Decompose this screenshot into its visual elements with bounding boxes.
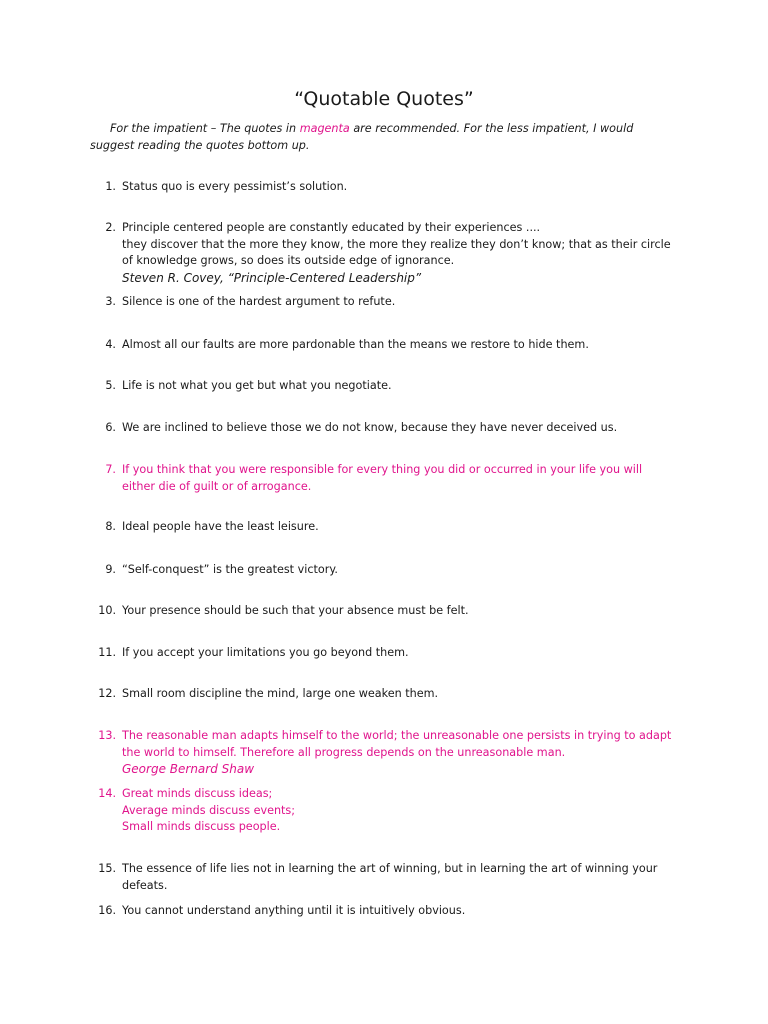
quote-item-7 (90, 462, 678, 495)
intro-text-before: For the impatient – The quotes in (110, 122, 300, 135)
quote-item-5 (90, 378, 678, 395)
quote-text: they discover that the more they know, the more they realize they don’t know; that as their circle of knowledge grows, so does its outside edge of ignorance. (122, 237, 671, 267)
quote-text: Average minds discuss events; (122, 803, 296, 817)
quote-text: Small minds discuss people. (122, 820, 281, 833)
quote-text: You cannot understand anything until it is intuitively obvious. (122, 904, 466, 917)
quote-text: Principle centered people are constantly educated by their experiences .... (122, 221, 541, 234)
quote-text: Silence is one of the hardest argument to refute. (122, 295, 396, 308)
quote-number: 16. (98, 904, 116, 917)
quote-text: Small room discipline the mind, large one weaken them. (122, 687, 439, 700)
quote-item-14 (90, 786, 678, 836)
page-title: “Quotable Quotes” (294, 88, 474, 110)
quote-item-6 (90, 420, 678, 437)
quote-number: 10. (98, 604, 116, 617)
quote-item-1 (90, 179, 678, 196)
quote-number: 9. (105, 563, 116, 576)
quote-number: 3. (105, 295, 116, 308)
quote-number: 4. (105, 338, 116, 351)
quote-number: 15. (98, 862, 116, 875)
quote-item-2 (90, 220, 678, 286)
quote-item-8 (90, 519, 678, 536)
quote-number: 14. (98, 787, 116, 800)
quote-item-10 (90, 603, 678, 620)
quote-number: 13. (98, 729, 116, 742)
quote-text: Life is not what you get but what you negotiate. (122, 379, 392, 392)
quote-text: The reasonable man adapts himself to the world; the unreasonable one persists in trying to adapt the world to himself. Therefore all progress depends on the unreasonable man. (122, 729, 672, 759)
quote-attribution: Steven R. Covey, “Principle-Centered Leadership” (122, 270, 422, 285)
quote-item-13 (90, 728, 678, 778)
intro-text-after: are recommended. For the less impatient, I would suggest reading the quotes bottom up. (90, 122, 634, 152)
quote-text: The essence of life lies not in learning the art of winning, but in learning the art of winning your defeats. (122, 862, 658, 892)
quote-number: 11. (98, 646, 116, 659)
intro-highlight-word: magenta (299, 122, 350, 135)
quote-number: 2. (105, 221, 116, 234)
quote-number: 6. (105, 421, 116, 434)
quote-item-11 (90, 645, 678, 662)
quote-item-15 (90, 861, 678, 894)
intro-paragraph (90, 120, 678, 154)
quote-number: 8. (105, 520, 116, 533)
quote-text: Your presence should be such that your absence must be felt. (122, 604, 469, 617)
quote-text: Great minds discuss ideas; (122, 787, 273, 800)
quote-number: 7. (105, 463, 116, 476)
quote-text: “Self-conquest” is the greatest victory. (122, 563, 338, 576)
quote-text: We are inclined to believe those we do not know, because they have never deceived us. (122, 421, 618, 434)
quote-text: If you think that you were responsible for every thing you did or occurred in your life you will either die of guilt or of arrogance. (122, 463, 643, 493)
quote-number: 5. (105, 379, 116, 392)
quote-item-9 (90, 562, 678, 579)
quote-number: 12. (98, 687, 116, 700)
quote-text: If you accept your limitations you go beyond them. (122, 646, 409, 659)
quote-attribution: George Bernard Shaw (122, 762, 255, 776)
quote-item-16 (90, 903, 678, 920)
quote-item-3 (90, 294, 678, 311)
quote-text: Ideal people have the least leisure. (122, 520, 319, 533)
quote-number: 1. (105, 180, 116, 193)
quote-item-12 (90, 686, 678, 703)
quote-text: Status quo is every pessimist’s solution. (122, 180, 348, 193)
quote-item-4 (90, 337, 678, 354)
quote-text: Almost all our faults are more pardonable than the means we restore to hide them. (122, 338, 589, 351)
